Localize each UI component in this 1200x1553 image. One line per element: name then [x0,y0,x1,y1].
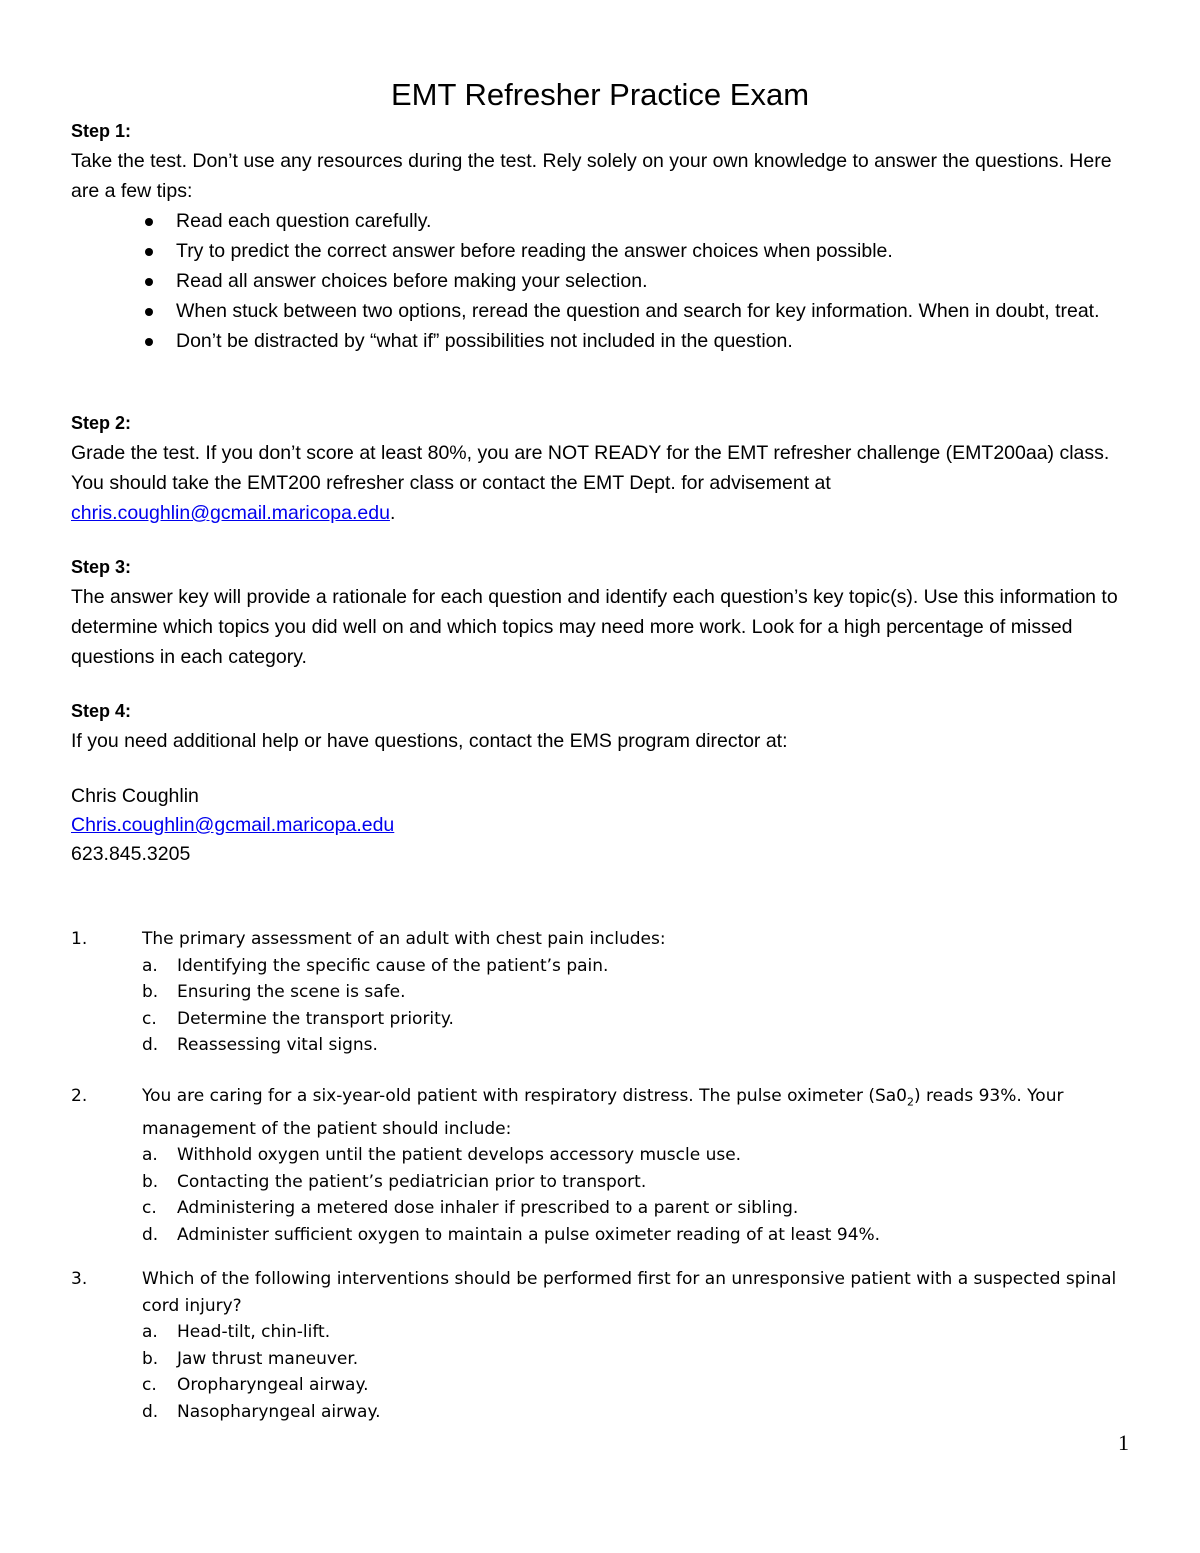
option-letter: d. [142,1035,159,1055]
question-text-cont: ) reads 93%. Your management of the patient should include: [142,1086,1064,1139]
answer-option [71,1142,1131,1169]
option-letter: b. [142,982,159,1002]
step-1-text: Take the test. Don’t use any resources during the test. Rely solely on your own knowledge to answer the questions. Here are a few tips: [71,150,1112,202]
tip-item: Try to predict the correct answer before reading the answer choices when possible. [71,236,1136,266]
answer-option [71,979,1131,1006]
step-2-paragraph [71,438,1136,528]
option-letter: d. [142,1224,159,1245]
answer-option [71,1195,1131,1222]
step-1-heading: Step 1: [71,121,132,141]
subscript: 2 [907,1095,914,1109]
step-1-section [71,116,1136,356]
option-letter: c. [142,1008,157,1029]
answer-option [71,1169,1131,1196]
option-letter: a. [142,1145,158,1166]
step-3-section [71,552,1136,672]
step-2-period: . [389,502,396,524]
option-letter: c. [142,1375,157,1395]
answer-option [71,1032,1131,1059]
step-4-section [71,696,1136,756]
question-number: 3. [71,1269,88,1289]
option-text: Head-tilt, chin-lift. [177,1322,331,1342]
question-text: The primary assessment of an adult with chest pain includes: [142,929,666,949]
contact-block [71,782,771,869]
question-stem [71,1083,1131,1142]
option-text: Withhold oxygen until the patient develops accessory muscle use. [177,1145,742,1166]
answer-option [71,1222,1131,1249]
question-1 [71,926,1131,1059]
step-2-section [71,408,1136,528]
answer-option [71,1399,1131,1426]
question-number: 1. [71,929,88,949]
option-letter: d. [142,1401,159,1422]
tips-list [71,206,1136,356]
answer-option [71,953,1131,980]
step-2-text: Grade the test. If you don’t score at least 80%, you are NOT READY for the EMT refresher challenge (EMT200aa) class. You should take the EMT200 refresher class or contact the EMT Dept. for advisement at [71,442,1110,494]
option-text: Nasopharyngeal airway. [177,1401,381,1422]
question-text: Which of the following interventions should be performed first for an unresponsive patient with a suspected spinal cord injury? [142,1269,1117,1316]
step-2-heading: Step 2: [71,413,132,433]
answer-option [71,1006,1131,1033]
question-text: You are caring for a six-year-old patient with respiratory distress. The pulse oximeter (Sa0 [142,1086,907,1106]
option-text: Reassessing vital signs. [177,1035,378,1055]
step-4-heading: Step 4: [71,701,132,721]
answer-option [71,1372,1131,1399]
option-text: Administer sufficient oxygen to maintain a pulse oximeter reading of at least 94%. [177,1224,881,1245]
option-letter: a. [142,1322,158,1342]
tip-item: Read all answer choices before making your selection. [71,266,1136,296]
step-3-heading: Step 3: [71,557,132,577]
contact-phone: 623.845.3205 [71,843,191,865]
question-2 [71,1083,1131,1248]
option-letter: b. [142,1171,159,1192]
question-number: 2. [71,1086,88,1106]
option-text: Contacting the patient’s pediatrician prior to transport. [177,1171,647,1192]
option-text: Identifying the specific cause of the patient’s pain. [177,955,609,976]
answer-option [71,1319,1131,1346]
advisement-email-link[interactable]: chris.coughlin@gcmail.maricopa.edu [71,502,390,524]
question-3 [71,1266,1131,1425]
tip-item: Read each question carefully. [71,206,1136,236]
page-title: EMT Refresher Practice Exam [390,77,810,112]
step-4-text: If you need additional help or have questions, contact the EMS program director at: [71,730,788,752]
option-letter: b. [142,1348,159,1369]
question-stem [71,926,1131,953]
contact-email-link[interactable]: Chris.coughlin@gcmail.maricopa.edu [71,814,395,836]
option-letter: a. [142,955,158,976]
option-text: Jaw thrust maneuver. [177,1348,359,1369]
answer-option [71,1346,1131,1373]
tip-item: When stuck between two options, reread the question and search for key information. When in doubt, treat. [71,296,1136,326]
step-3-text: The answer key will provide a rationale for each question and identify each question’s key topic(s). Use this information to determine which topics you did well on and which topics may need more work. Look for a high percentage of missed questions in each category. [71,586,1118,668]
contact-name: Chris Coughlin [71,785,199,807]
option-text: Oropharyngeal airway. [177,1375,369,1395]
option-text: Determine the transport priority. [177,1008,454,1029]
option-text: Ensuring the scene is safe. [177,982,406,1002]
option-letter: c. [142,1198,157,1219]
question-stem [71,1266,1131,1319]
option-text: Administering a metered dose inhaler if prescribed to a parent or sibling. [177,1198,799,1219]
page-number: 1 [1118,1430,1129,1455]
tip-item: Don’t be distracted by “what if” possibilities not included in the question. [71,326,1136,356]
